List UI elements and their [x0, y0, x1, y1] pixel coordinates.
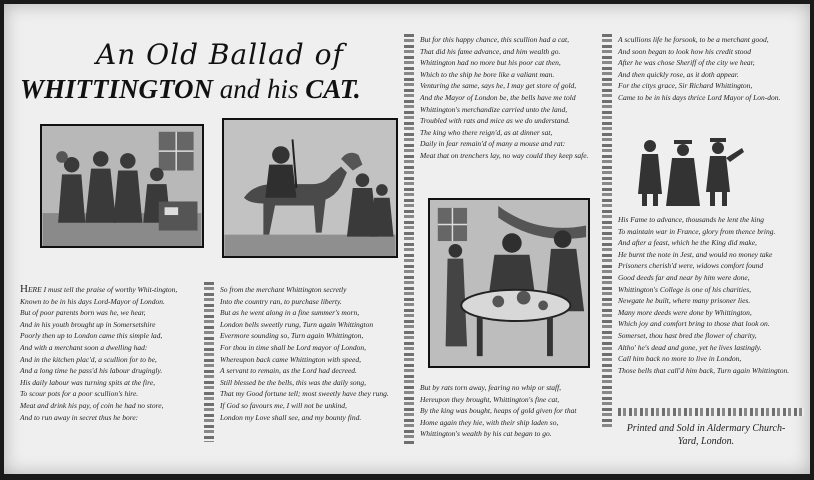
- verse-line: London bells sweetly rung, Turn again Whittington: [220, 319, 374, 329]
- title-line-1: An Old Ballad of: [96, 38, 344, 71]
- title-cat: CAT.: [305, 74, 361, 104]
- verse-line: He burnt the note in Jest, and would no money take: [618, 249, 773, 259]
- verse-line: And soon began to look how his credit stood: [618, 46, 752, 56]
- verse-line: Still blessed be the bells, this was the daily song,: [220, 377, 367, 387]
- verse-line: Meat that on trenchers lay, no way could they keep safe.: [420, 150, 589, 160]
- verse-line: Altho' he's dead and gone, yet he lives lastingly.: [618, 342, 762, 352]
- verse-line: By the king was bought, heaps of gold given for that: [420, 406, 577, 416]
- verse-line: Into the country ran, to purchase liberty.: [220, 296, 342, 306]
- horseman-woodcut: [222, 118, 398, 258]
- verse-line: If God so favours me, I will not be unkind,: [220, 400, 347, 410]
- three-figures-woodcut: [630, 132, 746, 208]
- verse-line: For the citys grace, Sir Richard Whittington,: [618, 81, 753, 91]
- three-figures-image: [630, 132, 746, 208]
- verse-line: But by rats torn away, fearing no whip or staff,: [420, 383, 562, 392]
- verse-column-3-top: [420, 34, 588, 162]
- verse-line: To maintain war in France, glory from thence bring.: [618, 226, 776, 236]
- banquet-woodcut: [428, 198, 590, 368]
- verse-line: And then quickly rose, as it doth appear.: [618, 69, 739, 79]
- verse-line: Venturing the same, says he, I may get store of gold,: [420, 81, 577, 91]
- verse-line: Prisoners cherish'd were, widows comfort found: [618, 261, 764, 271]
- drop-cap: H: [20, 283, 28, 295]
- verse-line: Meat and drink his pay, of coin he had no store,: [20, 400, 164, 410]
- verse-line: Whittington's College is one of his charities,: [618, 284, 752, 294]
- ornamental-rule: [618, 408, 804, 416]
- verse-line: Whittington had no more but his poor cat then,: [420, 58, 561, 68]
- verse-line: And with a merchant soon a dwelling had:: [20, 342, 148, 352]
- verse-line: And in his youth brought up in Somersetshire: [20, 319, 156, 329]
- title-name: WHITTINGTON: [20, 74, 214, 104]
- verse-line: And in the kitchen plac'd, a scullion for to be,: [20, 354, 157, 364]
- horseman-image: [224, 120, 396, 256]
- verse-line: Which joy and comfort bring to those that look on.: [618, 319, 770, 329]
- title-line-2: [20, 74, 400, 105]
- verse-column-3-bottom: [420, 382, 576, 440]
- verse-line: Newgate he built, where many prisoner lies.: [618, 296, 751, 306]
- verse-line: Whittington's wealth by his cat began to go.: [420, 429, 552, 439]
- verse-line: That did his fame advance, and him wealth go.: [420, 46, 561, 56]
- kitchen-scene-woodcut: [40, 124, 204, 248]
- verse-line: Came to be in his days thrice Lord Mayor of Lon-don.: [618, 92, 781, 102]
- verse-column-4-bottom: [618, 214, 789, 376]
- verse-line: His daily labour was turning spits at the fire,: [20, 377, 155, 387]
- verse-line: [20, 284, 177, 296]
- verse-line: Those bells that call'd him back, Turn again Whittington.: [618, 365, 790, 375]
- verse-column-4-top: [618, 34, 780, 104]
- verse-line: Poorly then up to London came this simple lad,: [20, 331, 163, 341]
- imprint-line-1: Printed and Sold in Aldermary Church-: [626, 423, 786, 434]
- verse-line: And to run away in secret thus he bore:: [20, 412, 139, 422]
- verse-line: A scullions life he forsook, to be a merchant good,: [618, 35, 769, 44]
- imprint-line-2: Yard, London.: [677, 436, 735, 447]
- ornamental-divider: [602, 34, 612, 429]
- kitchen-scene-image: [42, 126, 202, 246]
- verse-line: London my Love shall see, and my bounty find.: [220, 412, 362, 422]
- verse-line: Hereupon they brought, Whittington's fine cat,: [420, 394, 560, 404]
- verse-line: Known to be in his days Lord-Mayor of London.: [20, 296, 165, 306]
- verse-line: A servant to remain, as the Lord had decreed.: [220, 366, 357, 376]
- verse-line: Call him back no more to live in London,: [618, 354, 742, 364]
- verse-line: Troubled with rats and mice as we do understand.: [420, 116, 570, 126]
- verse-column-2: [220, 284, 389, 423]
- banquet-image: [430, 200, 588, 366]
- verse-line: The king who there reign'd, as at dinner sat,: [420, 127, 553, 137]
- first-line: ERE I must tell the praise of worthy Whit-tington,: [27, 285, 178, 294]
- verse-line: So from the merchant Whittington secretly: [220, 285, 347, 294]
- verse-line: His Fame to advance, thousands he lent the king: [618, 215, 765, 224]
- title-middle: and his: [213, 74, 306, 104]
- verse-line: And the Mayor of London be, the bells have me told: [420, 92, 576, 102]
- verse-line: Whereupon back came Whittington with speed,: [220, 354, 361, 364]
- verse-line: After he was chose Sheriff of the city we hear,: [618, 58, 755, 68]
- verse-line: Which to the ship he bore like a valiant man.: [420, 69, 555, 79]
- verse-line: Daily in fear remain'd of many a mouse and rat:: [420, 139, 566, 149]
- ornamental-divider: [404, 34, 414, 444]
- verse-column-1: [20, 284, 177, 423]
- verse-line: Many more deeds were done by Whittington,: [618, 307, 752, 317]
- verse-line: For thou in time shall be Lord mayor of London,: [220, 342, 366, 352]
- verse-line: Home again they hie, with their ship laden so,: [420, 417, 559, 427]
- verse-line: But as he went along in a fine summer's morn,: [220, 308, 360, 318]
- verse-line: And after a feast, which he the King did make,: [618, 238, 757, 248]
- imprint: [606, 422, 806, 448]
- verse-line: Evermore sounding so, Turn again Whittington,: [220, 331, 364, 341]
- verse-line: That my Good fortune tell; most sweetly have they rung.: [220, 389, 389, 399]
- verse-line: Whittington's merchandize carried unto the land,: [420, 104, 568, 114]
- verse-line: To scour pots for a poor scullion's hire.: [20, 389, 139, 399]
- verse-line: But for this happy chance, this scullion had a cat,: [420, 35, 569, 44]
- verse-line: Good deeds far and near by him were done,: [618, 272, 750, 282]
- broadside-sheet: [4, 4, 810, 474]
- verse-line: Somerset, thou hast bred the flower of charity,: [618, 330, 757, 340]
- verse-line: But of poor parents born was he, we hear,: [20, 308, 146, 318]
- ornamental-divider: [204, 282, 214, 442]
- verse-line: And a long time he pass'd his labour drugingly.: [20, 366, 163, 376]
